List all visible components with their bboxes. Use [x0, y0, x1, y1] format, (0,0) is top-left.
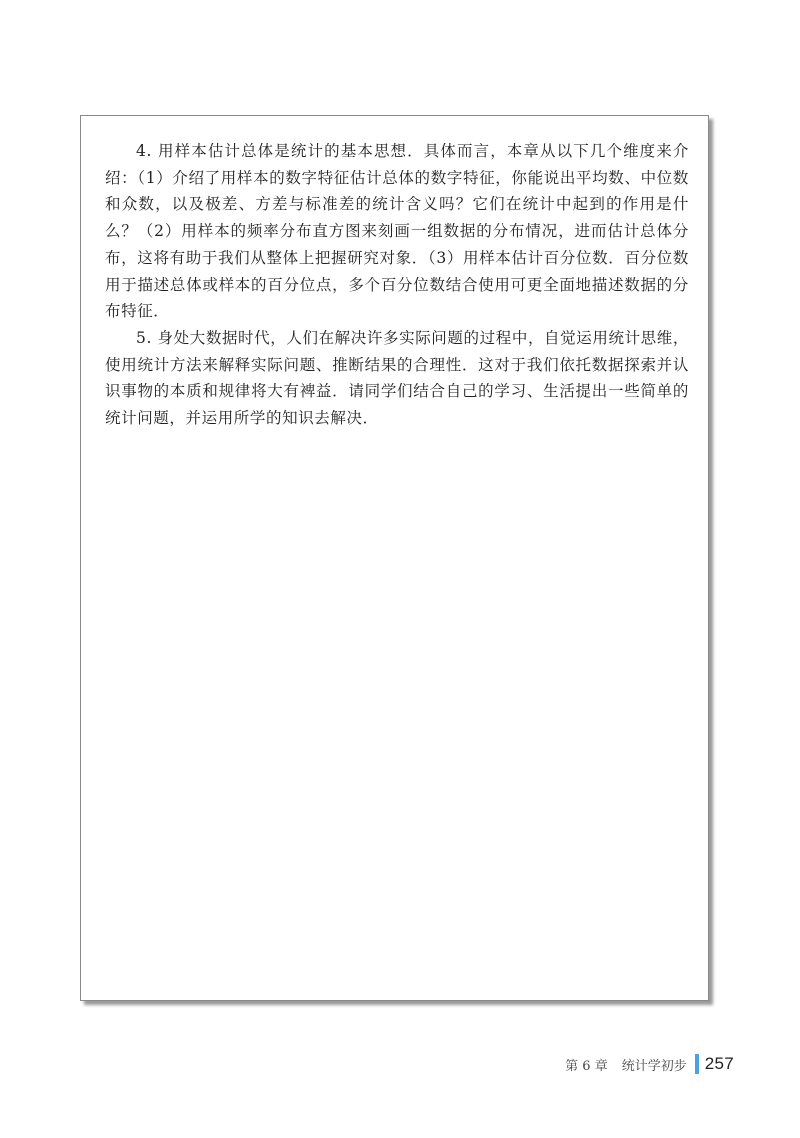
page-number: 257: [704, 1054, 734, 1073]
text-frame: [80, 115, 709, 1001]
footer-accent-bar: [695, 1054, 699, 1074]
page-footer: [565, 1053, 734, 1075]
body-text: [105, 138, 689, 432]
paragraph-4: 4. 用样本估计总体是统计的基本思想．具体而言，本章从以下几个维度来介绍：（1）介绍了用样本的数字特征估计总体的数字特征，你能说出平均数、中位数和众数，以及极差、方差与标准差的统计含义吗？它们在统计中起到的作用是什么？（2）用样本的频率分布直方图来刻画一组数据的分布情况，进而估计总体分布，这将有助于我们从整体上把握研究对象．（3）用样本估计百分位数．百分位数用于描述总体或样本的百分位点，多个百分位数结合使用可更全面地描述数据的分布特征．: [105, 142, 689, 321]
chapter-title: 统计学初步: [621, 1058, 687, 1074]
chapter-number: 第 6 章: [565, 1058, 608, 1074]
paragraph-5: 5. 身处大数据时代，人们在解决许多实际问题的过程中，自觉运用统计思维，使用统计方法来解释实际问题、推断结果的合理性．这对于我们依托数据探索并认识事物的本质和规律将大有裨益．请同学们结合自己的学习、生活提出一些简单的统计问题，并运用所学的知识去解决．: [105, 328, 689, 428]
